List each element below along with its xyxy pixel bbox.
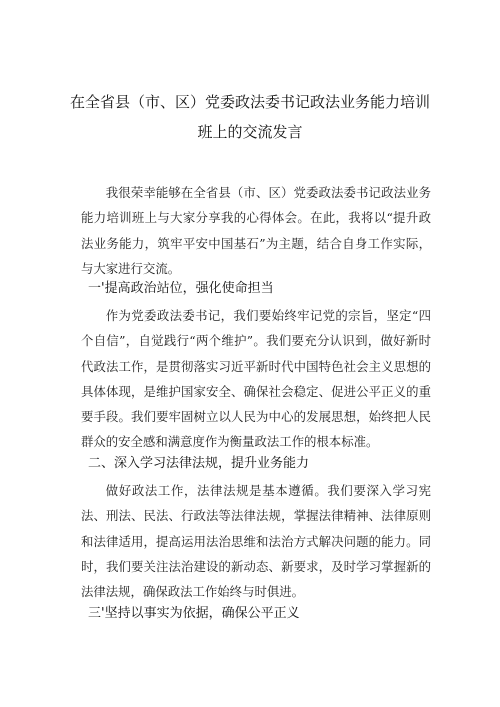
section-heading-3: 三'坚持以事实为依据，确保公平正义 — [88, 606, 300, 621]
section-heading-2: 二、深入学习法律法规，提升业务能力 — [88, 456, 310, 471]
document-title-line-1: 在全省县（市、区）党委政法委书记政法业务能力培训 — [69, 93, 430, 111]
section-heading-1: 一'提高政治站位，强化使命担当 — [88, 281, 274, 296]
intro-paragraph: 我很荣幸能够在全省县（市、区）党委政法委书记政法业务能力培训班上与大家分享我的心得体会。在此，我将以“提升政法业务能力，筑牢平安中国基石”为主题，结合自身工作实际，与大家进行交流。 — [81, 185, 431, 276]
document-title-line-2: 班上的交流发言 — [197, 123, 303, 141]
section-1-paragraph: 作为党委政法委书记，我们要始终牢记党的宗旨，坚定“四个自信”，自觉践行“两个维护”。我们要充分认识到，做好新时代政法工作，是贯彻落实习近平新时代中国特色社会主义思想的具体体现，是维护国家安全、确保社会稳定、促进公平正义的重要手段。我们要牢固树立以人民为中心的发展思想，始终把人民群众的安全感和满意度作为衡量政法工作的根本标准。 — [81, 308, 431, 450]
section-2-paragraph: 做好政法工作，法律法规是基本遵循。我们要深入学习宪法、刑法、民法、行政法等法律法规，掌握法律精神、法律原则和法律适用，提高运用法治思维和法治方式解决问题的能力。同时，我们要关注法治建设的新动态、新要求，及时学习掌握新的法律法规，确保政法工作始终与时俱进。 — [81, 483, 431, 600]
